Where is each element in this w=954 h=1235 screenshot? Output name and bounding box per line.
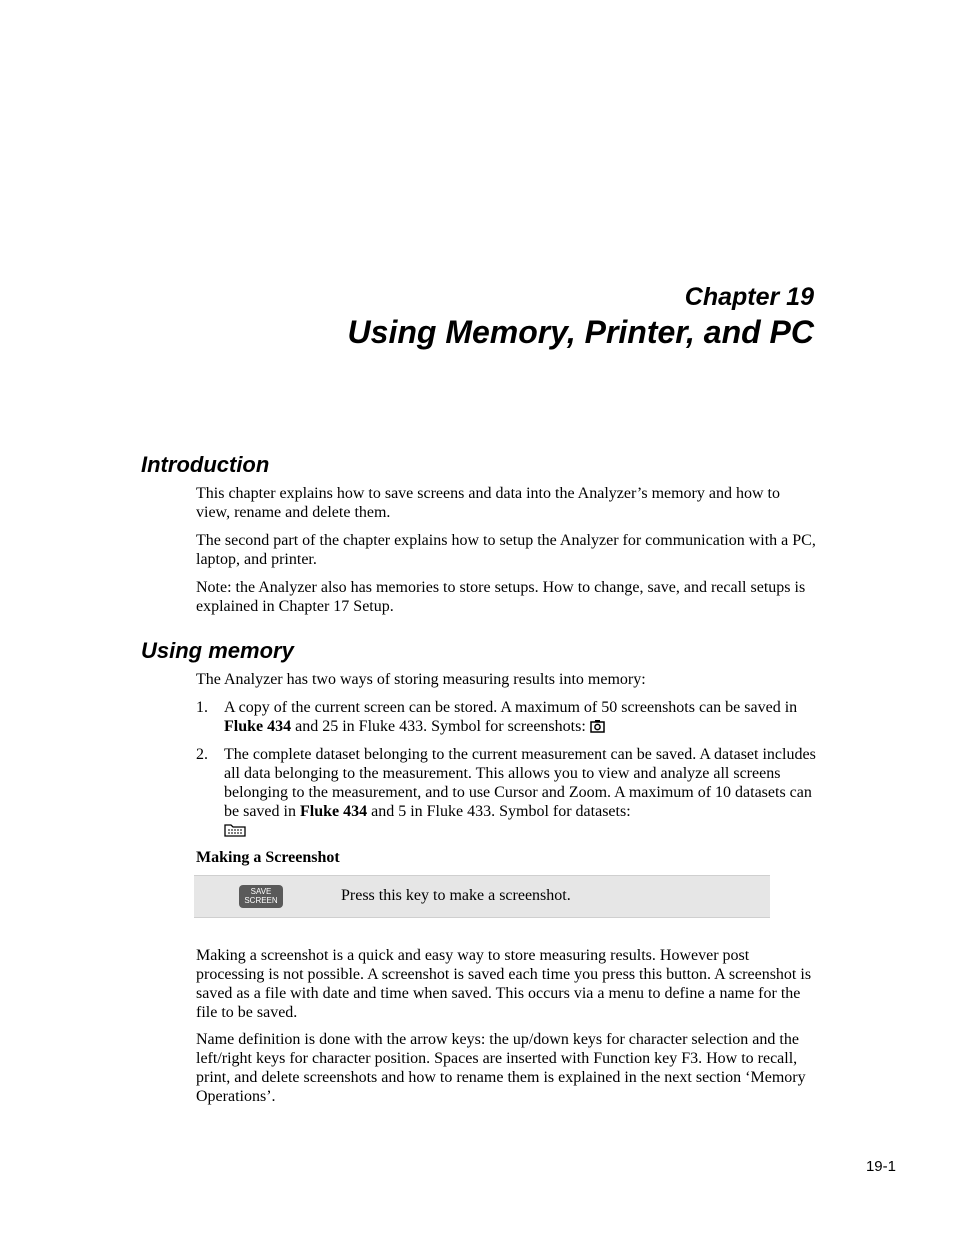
folder-icon [224, 822, 246, 842]
list-item-text: A copy of the current screen can be stored. A maximum of 50 screenshots can be saved in Fluke 434 and 25 in Fluke 433. Symbol for screenshots: [224, 698, 816, 738]
list-item-number: 2. [196, 746, 208, 763]
chapter-label: Chapter 19 [684, 283, 814, 311]
list-item-text: The complete dataset belonging to the current measurement can be saved. A dataset includes all data belonging to the measurement. This allows you to view and analyze all screens belonging to the measurement, and to use Cursor and Zoom. A maximum of 10 datasets can be saved in Fluke 434 and 5 in Fluke 433. Symbol for datasets: [224, 745, 816, 842]
introduction-heading: Introduction [141, 452, 270, 477]
list-item [196, 698, 816, 738]
list-item [196, 745, 816, 842]
chapter-title: Using Memory, Printer, and PC [347, 314, 814, 350]
list-item-number: 1. [196, 699, 208, 716]
screenshot-paragraph-2: Name definition is done with the arrow keys: the up/down keys for character selection and the left/right keys for character position. Spaces are inserted with Function key F3. How to recall, print, and delete screenshots and how to rename them is explained in the next section ‘Memory Operations’. [196, 1031, 806, 1105]
using-memory-intro: The Analyzer has two ways of storing measuring results into memory: [196, 671, 646, 688]
screenshot-paragraph-1: Making a screenshot is a quick and easy way to store measuring results. However post processing is not possible. A screenshot is saved each time you press this button. A screenshot is saved as a file with date and time when saved. This occurs via a menu to define a name for the file to be saved. [196, 947, 812, 1021]
intro-paragraph-1: This chapter explains how to save screens and data into the Analyzer’s memory and how to view, rename and delete them. [196, 485, 780, 521]
making-screenshot-subheading: Making a Screenshot [196, 849, 340, 866]
camera-icon [590, 719, 605, 738]
using-memory-heading: Using memory [141, 638, 294, 663]
chapter-header [348, 282, 814, 351]
save-screen-key: SAVE SCREEN [239, 885, 283, 908]
page-number: 19-1 [865, 1158, 896, 1175]
intro-paragraph-2: The second part of the chapter explains how to setup the Analyzer for communication with a PC, laptop, and printer. [196, 532, 816, 568]
key-description: Press this key to make a screenshot. [341, 887, 571, 904]
key-table [194, 875, 770, 918]
intro-paragraph-3: Note: the Analyzer also has memories to store setups. How to change, save, and recall setups is explained in Chapter 17 Setup. [196, 579, 806, 615]
